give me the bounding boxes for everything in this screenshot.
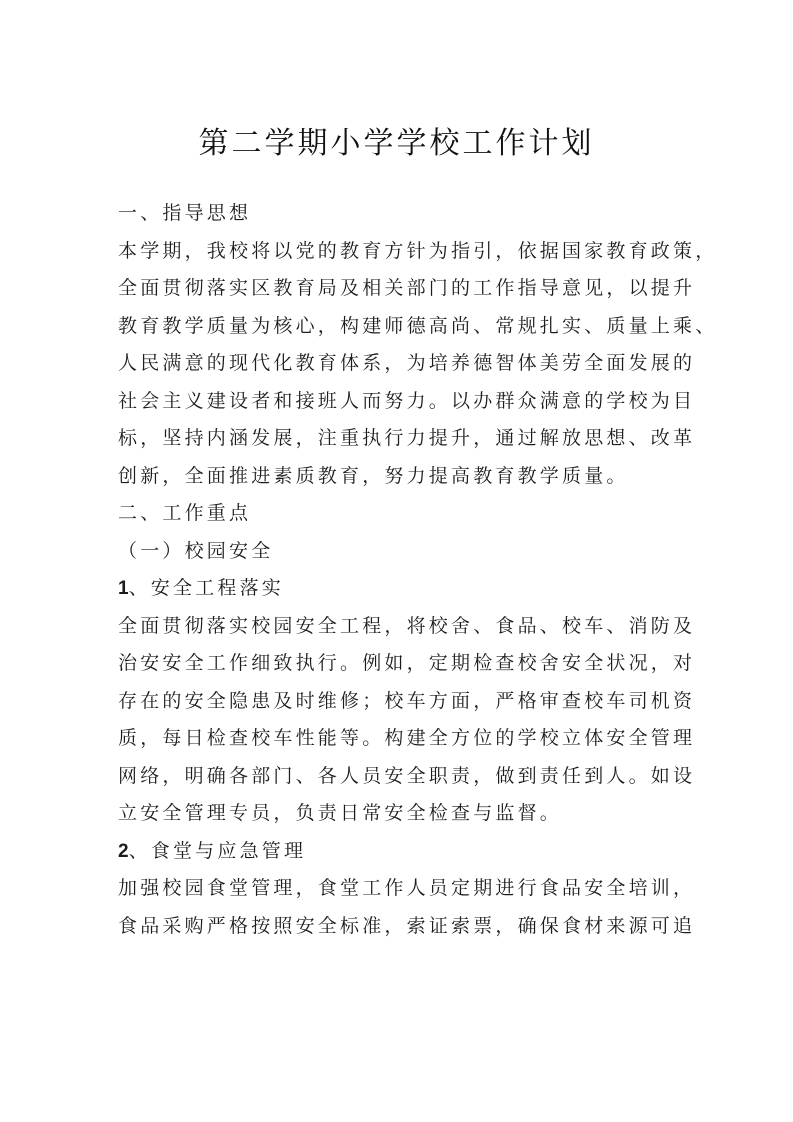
item-number: 1: [118, 578, 129, 599]
numbered-heading-canteen-emergency: [118, 833, 678, 871]
paragraph-line: 质，每日检查校车性能等。构建全方位的学校立体安全管理: [118, 727, 696, 749]
paragraph-line: 教育教学质量为核心，构建师德高尚、常规扎实、质量上乘、: [118, 314, 718, 337]
paragraph-line: 社会主义建设者和接班人而努力。以办群众满意的学校为目: [118, 389, 696, 412]
paragraph-line: 全面贯彻落实校园安全工程，将校舍、食品、校车、消防及: [118, 614, 696, 637]
paragraph-line: 标，坚持内涵发展，注重执行力提升，通过解放思想、改革: [118, 427, 696, 449]
document-body: [118, 195, 718, 945]
paragraph-line: 人民满意的现代化教育体系，为培养德智体美劳全面发展的: [118, 352, 696, 374]
item-number: 2: [118, 840, 129, 862]
paragraph-line: 存在的安全隐患及时维修；校车方面，严格审查校车司机资: [118, 689, 696, 712]
numbered-heading-safety-project: [118, 570, 678, 608]
section-heading-work-focus: 二、工作重点: [118, 502, 252, 524]
item-title: 、安全工程落实: [128, 577, 284, 599]
paragraph-line: 治安安全工作细致执行。例如，定期检查校舍安全状况，对: [118, 652, 696, 674]
paragraph-line: 食品采购严格按照安全标准，索证索票，确保食材来源可追: [118, 914, 696, 937]
item-title: 、食堂与应急管理: [128, 839, 307, 862]
paragraph-line: 本学期，我校将以党的教育方针为指引，依据国家教育政策，: [118, 239, 718, 262]
paragraph-line: 立安全管理专员，负责日常安全检查与监督。: [118, 802, 563, 824]
document-title: 第二学期小学学校工作计划: [198, 126, 595, 161]
paragraph-line: 全面贯彻落实区教育局及相关部门的工作指导意见，以提升: [118, 277, 696, 299]
subsection-heading-campus-safety: （一）校园安全: [118, 539, 274, 562]
paragraph-line: 网络，明确各部门、各人员安全职责，做到责任到人。如设: [118, 764, 696, 787]
section-heading-guiding-ideology: 一、指导思想: [118, 202, 252, 224]
paragraph-line: 加强校园食堂管理，食堂工作人员定期进行食品安全培训，: [118, 877, 696, 899]
paragraph-line: 创新，全面推进素质教育，努力提高教育教学质量。: [118, 464, 629, 487]
